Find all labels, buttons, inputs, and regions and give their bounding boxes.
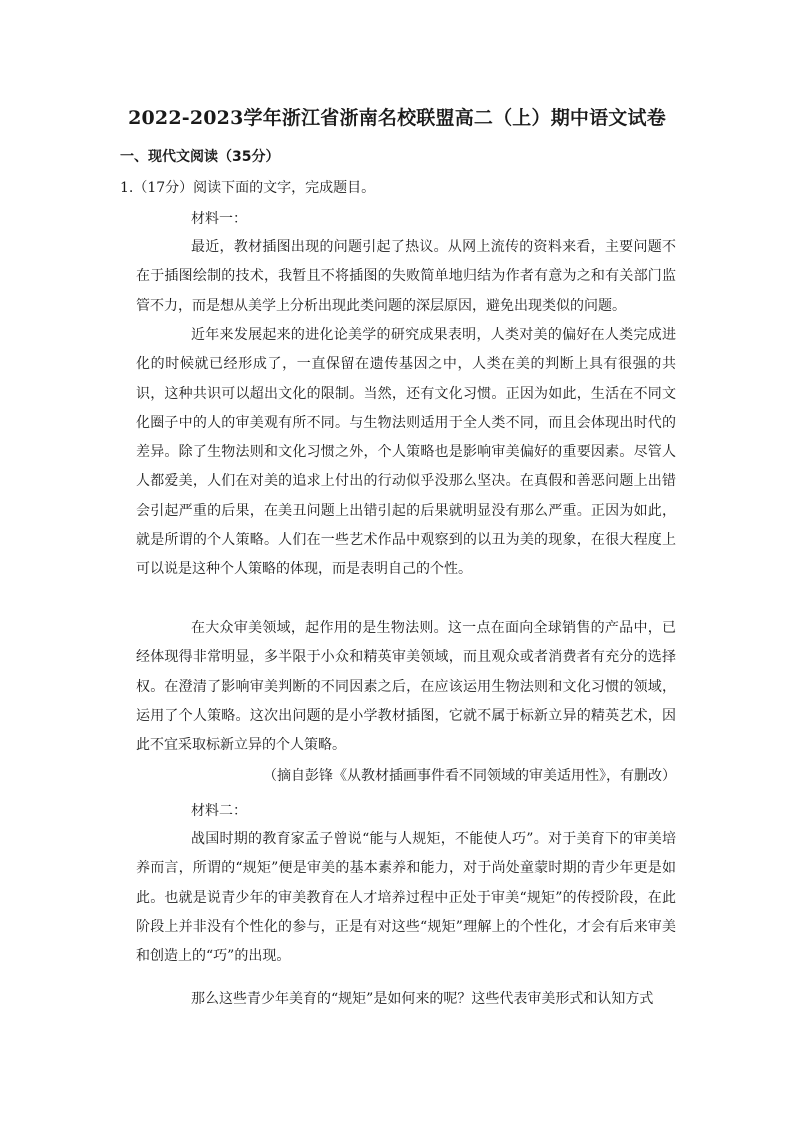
material-one-source: （摘自彭锋《从教材插画事件看不同领域的审美适用性》，有删改） — [263, 768, 676, 784]
exam-title: 2022-2023学年浙江省浙南名校联盟高二（上）期中语文试卷 — [128, 107, 666, 129]
section-heading: 一、现代文阅读（35分） — [120, 149, 280, 165]
material-one-paragraph: 近年来发展起来的进化论美学的研究成果表明，人类对美的偏好在人类完成进化的时候就已经形成了，一直保留在遗传基因之中，人类在美的判断上具有很强的共识，这种共识可以超出文化的限制。当然，还有文化习惯。正因为如此，生活在不同文化圈子中的人的审美观有所不同。与生物法则适用于全人类不同，而且会体现出时代的差异。除了生物法则和文化习惯之外，个人策略也是影响审美偏好的重要因素。尽管人人都爱美，人们在对美的追求上付出的行动似乎没那么坚决。在真假和善恶问题上出错会引起严重的后果，在美丑问题上出错引起的后果就明显没有那么严重。正因为如此，就是所谓的个人策略。人们在一些艺术作品中观察到的以丑为美的现象，在很大程度上可以说是这种个人策略的体现，而是表明自己的个性。 — [136, 327, 676, 578]
question-prompt: 1.（17分）阅读下面的文字，完成题目。 — [120, 180, 376, 196]
material-two-paragraph: 那么这些青少年美育的“规矩”是如何来的呢？这些代表审美形式和认知方式 — [191, 991, 654, 1007]
material-two-paragraph: 战国时期的教育家孟子曾说“能与人规矩，不能使人巧”。对于美育下的审美培养而言，所谓的“规矩”便是审美的基本素养和能力，对于尚处童蒙时期的青少年更是如此。也就是说青少年的审美教育在人才培养过程中正处于审美“规矩”的传授阶段，在此阶段上并非没有个性化的参与，正是有对这些“规矩”理解上的个性化，才会有后来审美和创造上的“巧”的出现。 — [136, 831, 676, 965]
material-one-label: 材料一： — [191, 211, 247, 227]
material-one-paragraph: 最近，教材插图出现的问题引起了热议。从网上流传的资料来看，主要问题不在于插图绘制的技术，我暂且不将插图的失败简单地归结为作者有意为之和有关部门监管不力，而是想从美学上分析出现此类问题的深层原因，避免出现类似的问题。 — [136, 239, 676, 314]
material-two-label: 材料二： — [191, 803, 247, 819]
material-one-paragraph: 在大众审美领域，起作用的是生物法则。这一点在面向全球销售的产品中，已经体现得非常明显，多半限于小众和精英审美领域，而且观众或者消费者有充分的选择权。在澄清了影响审美判断的不同因素之后，在应该运用生物法则和文化习惯的领域，运用了个人策略。这次出问题的是小学教材插图，它就不属于标新立异的精英艺术，因此不宜采取标新立异的个人策略。 — [136, 620, 676, 754]
